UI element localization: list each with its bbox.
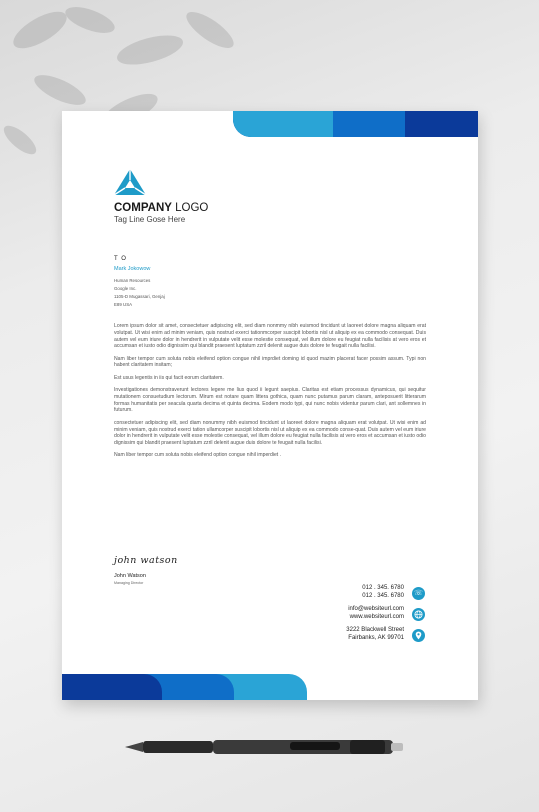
body-paragraph: Est usus legentis in iis qui facit eorum claritatem. (114, 374, 224, 381)
phone-number: 012 . 345. 6780 (362, 593, 404, 599)
signer-title: Managing Director (114, 581, 144, 585)
street-address: 3222 Blackwell Street (346, 627, 404, 633)
header-bar-cyan (233, 111, 333, 137)
body-paragraph: consectetuer adipiscing elit, sed diam nonummy nibh euismod tincidunt ut laoreet dolore magna aliquam erat volutpat. Ut wisi enim ad minim veniam, quis nostrud exerci tation ullamcorper suscipit lobortis nisl ut aliquip ex ea commodo conse-quat. Duis autem vel eum iriure dolor in hendrerit in vulputate velit esse molestie consequat, vel illum dolore eu feugiat nulla facilisis at vero eros et accumsan et iusto odio dignissim qui blandit praesent luptatum zzril delenit augue duis dolore te feugait nulla facilisi. (114, 419, 426, 447)
location-pin-icon (412, 629, 425, 642)
body-paragraph: Nam liber tempor cum soluta nobis eleifend option congue nihil imprdiet doming id quod mazim placerat facer possim assum. Typi non habent claritatem insitam; (114, 355, 426, 369)
website-url: www.websiteurl.com (349, 614, 404, 620)
pen-image (125, 736, 405, 758)
tagline: Tag Line Gose Here (114, 215, 186, 224)
globe-icon (412, 608, 425, 621)
letter-body (114, 323, 426, 465)
address-line: Google Inc. (114, 286, 137, 291)
recipient-name: Mark Jokowow (114, 266, 151, 272)
address-line: E89 USA (114, 302, 133, 307)
body-paragraph: Lorem ipsum dolor sit amet, consectetuer adipiscing elit, sed diam nonmmy nibh euismod tincidunt ut laoreet dolore magna aliquam erat volutpat. Ut wisi enim ad minim veniam, quis nostrud exerci tationmcorper suscipit lobortis nisl ut aliquip ex ea commodo consequat. Duis autem vel eum iriure dolor in hendrerit in vulputate velit esse molestie consequat, vel illum dolore eu feugiat nulla facilisis at vero eros et accumsan et iusto odio dignissim qui blandit praesent luptatum zzril delenit augue duis dolore te feugait nulla facilisi. (114, 323, 426, 350)
address-line: 1105-D Mugassari, Genjaj (114, 294, 165, 299)
company-name-rest: LOGO (171, 202, 209, 214)
contact-phones (362, 584, 404, 600)
company-name-bold: COMPANY (114, 202, 172, 214)
company-name (114, 202, 208, 214)
city-address: Fairbanks, AK 99701 (348, 635, 404, 641)
signer-name: John Watson (114, 573, 146, 579)
contact-address (346, 626, 404, 642)
footer-bar-navy (62, 674, 162, 700)
pin-glyph (412, 629, 425, 642)
company-logo-icon (114, 169, 146, 199)
contact-web (348, 605, 404, 621)
recipient-address (114, 277, 165, 309)
body-paragraph: Investigationes demonstraverunt lectores legere me lius quod ii legunt saepius. Claritas est etiam processus dynamicus, qui sequitur mutationem consuetudium lectorum. Mirum est notare quam littera gothica, quam nunc putamus parum claram, anteposuerit litterarum formas humanitatis per seacula quarta decima et quinta decima. Eodem modo typi, qui nunc nobis videntur parum clari, ant sollemnes in futurum. (114, 387, 426, 414)
to-label: T O (114, 256, 127, 262)
body-paragraph: Nam liber tempor cum soluta nobis eleifend option congue nihil imperdiet . (114, 452, 282, 459)
handwritten-signature: john watson (114, 555, 178, 566)
address-line: Human Resources (114, 278, 151, 283)
phone-number: 012 . 345. 6780 (362, 585, 404, 591)
letterhead-page (62, 111, 478, 700)
footer-accent-bars (62, 674, 307, 700)
email-address: info@websiteurl.com (348, 606, 404, 612)
header-accent-bars (233, 111, 478, 137)
phone-icon: ☏ (412, 587, 425, 600)
globe-glyph (412, 608, 425, 621)
